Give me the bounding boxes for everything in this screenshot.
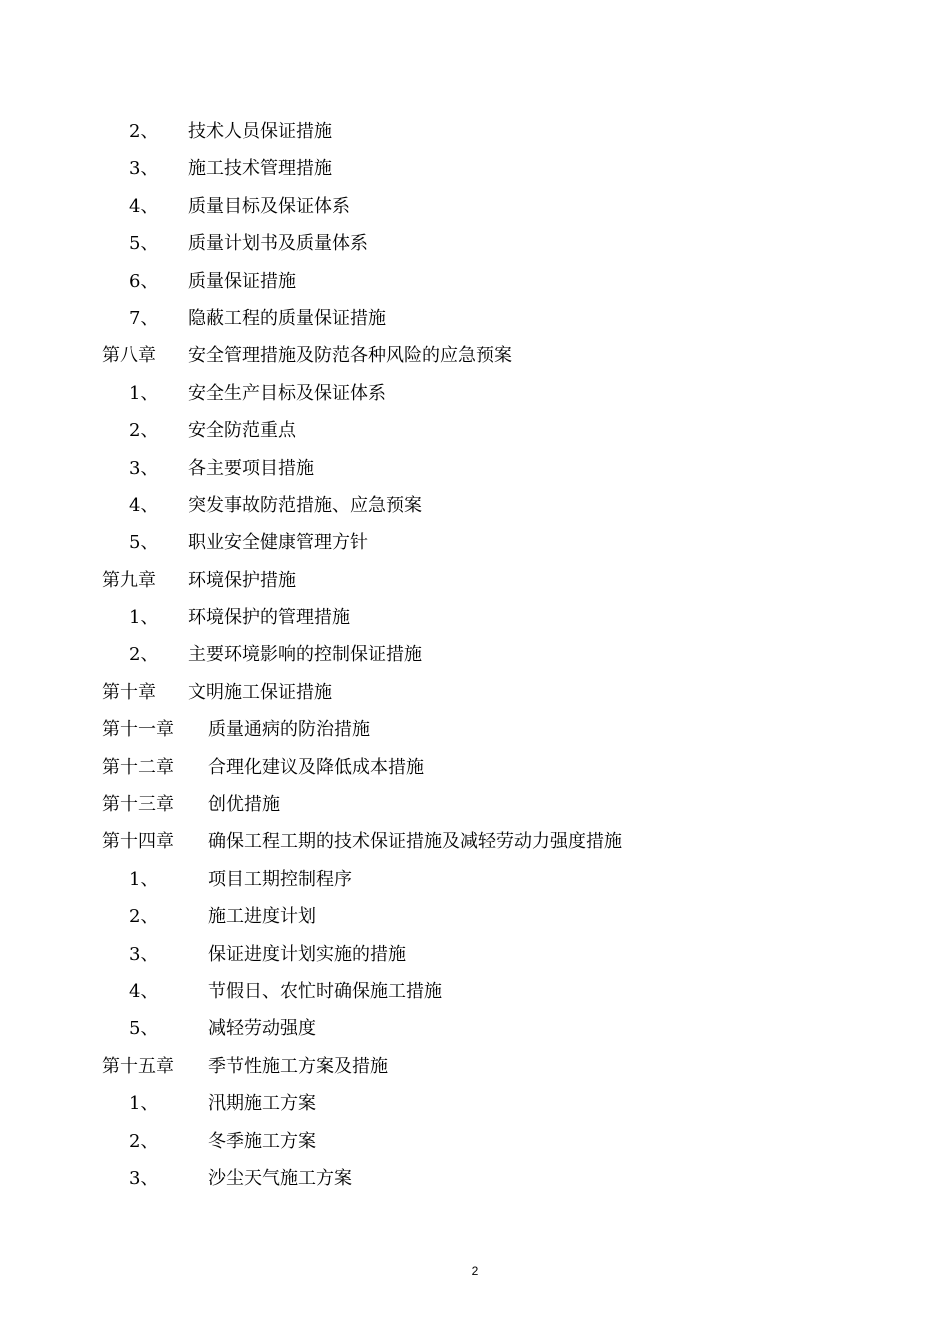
toc-number: 3、 [129,158,159,180]
toc-entry [0,378,950,415]
toc-entry [0,901,950,938]
toc-number: 2、 [129,121,159,142]
toc-title: 保证进度计划实施的措施 [208,943,406,965]
toc-number: 5、 [129,233,159,255]
toc-chapter-title: 合理化建议及降低成本措施 [208,756,424,778]
toc-entry [0,453,950,490]
toc-chapter-title: 创优措施 [208,794,280,816]
toc-chapter [0,677,950,714]
toc-chapter [0,714,950,751]
toc-chapter-title: 环境保护措施 [188,569,296,591]
toc-entry [0,303,950,340]
toc-entry [0,639,950,676]
toc-number: 2、 [129,420,159,442]
toc-entry [0,939,950,976]
toc-entry [0,415,950,452]
toc-chapter-number: 第十二章 [102,756,174,778]
toc-chapter-number: 第十一章 [102,719,174,741]
toc-number: 5、 [129,532,159,554]
toc-chapter-title: 文明施工保证措施 [188,681,332,703]
toc-chapter [0,340,950,377]
toc-chapter-title: 质量通病的防治措施 [208,719,370,741]
toc-number: 3、 [129,457,159,479]
toc-chapter [0,752,950,789]
toc-title: 突发事故防范措施、应急预案 [188,494,422,516]
toc-number: 7、 [129,307,159,329]
toc-chapter [0,826,950,863]
toc-number: 2、 [129,906,159,928]
page-number: 2 [471,1264,479,1278]
toc-number: 1、 [129,1093,159,1115]
toc-entry [0,527,950,564]
toc-number: 1、 [129,607,159,629]
toc-title: 职业安全健康管理方针 [188,532,368,554]
toc-number: 1、 [129,382,159,404]
toc-title: 施工进度计划 [208,906,316,928]
toc-title: 安全生产目标及保证体系 [188,382,386,404]
toc-entry [0,864,950,901]
toc-number: 3、 [129,1167,159,1189]
toc-number: 5、 [129,1018,159,1040]
toc-title: 隐蔽工程的质量保证措施 [188,307,386,329]
toc-number: 3、 [129,943,159,965]
toc-number: 2、 [129,644,159,666]
toc-title: 冬季施工方案 [208,1130,316,1152]
toc-chapter-number: 第十四章 [102,831,174,853]
toc-entry [0,1088,950,1125]
toc-title: 质量保证措施 [188,270,296,292]
toc-entry [0,1013,950,1050]
toc-chapter-number: 第十五章 [102,1055,174,1077]
toc-chapter-number: 第九章 [102,569,156,591]
toc-title: 技术人员保证措施 [188,121,332,142]
toc-title: 各主要项目措施 [188,457,314,479]
toc-chapter [0,789,950,826]
toc-title: 施工技术管理措施 [188,158,332,180]
toc-title: 质量目标及保证体系 [188,195,350,217]
toc-title: 沙尘天气施工方案 [208,1167,352,1189]
toc-number: 6、 [129,270,159,292]
toc-title: 减轻劳动强度 [208,1018,316,1040]
toc-entry [0,1163,950,1200]
toc-title: 质量计划书及质量体系 [188,233,368,255]
toc-chapter-title: 安全管理措施及防范各种风险的应急预案 [188,345,512,367]
toc-entry [0,116,950,153]
toc-title: 项目工期控制程序 [208,868,352,890]
toc-chapter-number: 第十章 [102,681,156,703]
toc-entry [0,266,950,303]
toc-entry [0,976,950,1013]
toc-entry [0,1126,950,1163]
toc-entry [0,602,950,639]
toc-number: 2、 [129,1130,159,1152]
toc-title: 安全防范重点 [188,420,296,442]
toc-chapter-number: 第八章 [102,345,156,367]
toc-number: 1、 [129,868,159,890]
toc-title: 节假日、农忙时确保施工措施 [208,980,442,1002]
toc-title: 汛期施工方案 [208,1093,316,1115]
toc-title: 环境保护的管理措施 [188,607,350,629]
toc-chapter-number: 第十三章 [102,794,174,816]
toc-number: 4、 [129,980,159,1002]
toc-number: 4、 [129,494,159,516]
toc-chapter-title: 季节性施工方案及措施 [208,1055,388,1077]
toc-entry [0,191,950,228]
toc-chapter-title: 确保工程工期的技术保证措施及减轻劳动力强度措施 [208,831,622,853]
toc-entry [0,228,950,265]
toc-title: 主要环境影响的控制保证措施 [188,644,422,666]
toc-entry [0,490,950,527]
toc-entry [0,153,950,190]
toc-chapter [0,565,950,602]
toc-number: 4、 [129,195,159,217]
table-of-contents [0,116,950,1200]
toc-chapter [0,1051,950,1088]
